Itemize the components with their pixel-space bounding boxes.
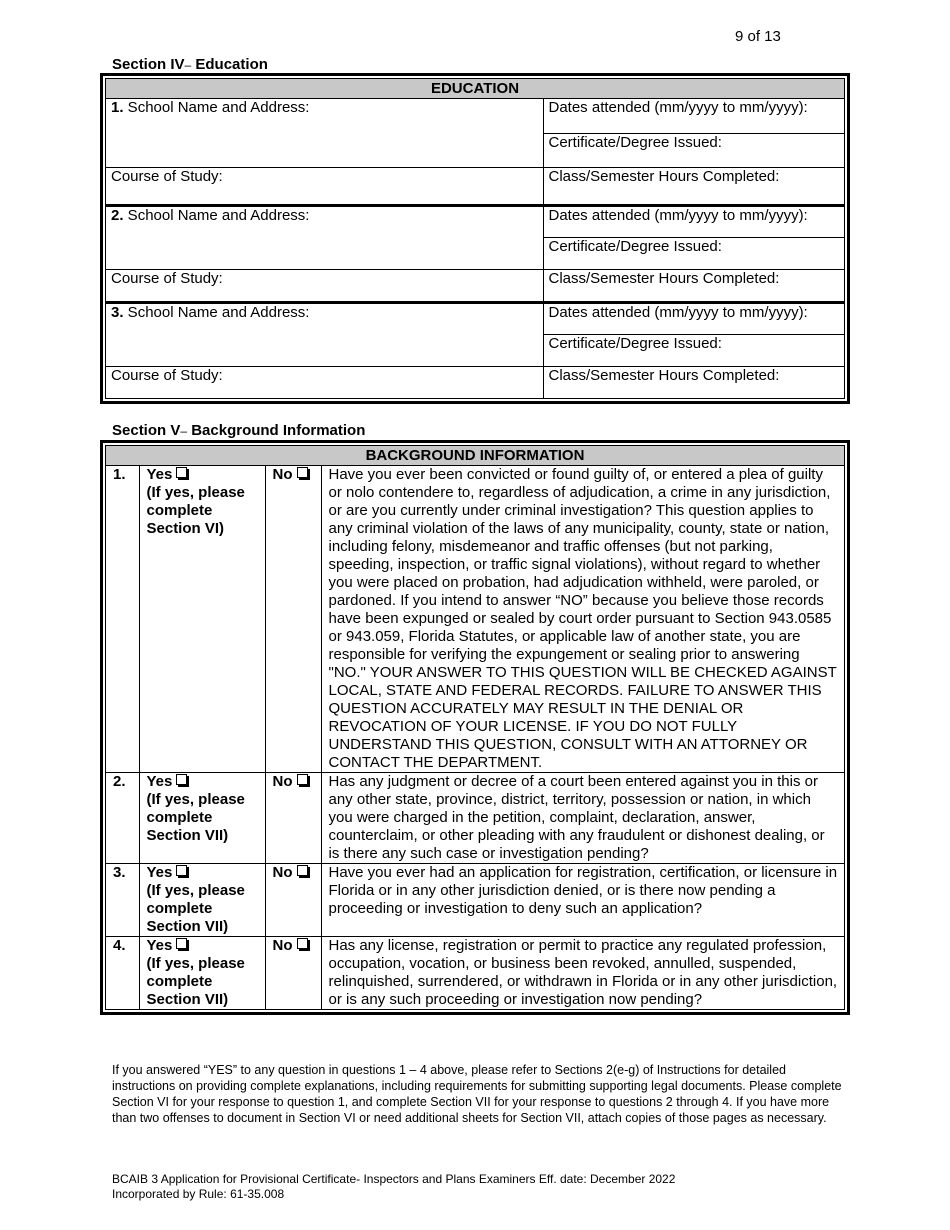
question-4-row bbox=[106, 937, 844, 1010]
form-footer bbox=[112, 1172, 675, 1202]
question-3-yes-note: (If yes, please complete Section VII) bbox=[146, 882, 245, 935]
section-v-heading-prefix: Section V bbox=[112, 422, 181, 439]
question-2-text: Has any judgment or decree of a court been entered against you in this or any other state, province, district, territory, possession or nation, in which you were charged in the petition, complaint, declaration, answer, counterclaim, or other pleading with any fraudulent or dishonest dealing, or is there any such case or investigation pending? bbox=[321, 773, 844, 864]
school-2-course-label: Course of Study: bbox=[111, 269, 223, 287]
question-2-no-cell bbox=[265, 773, 321, 864]
school-2-cert-field[interactable] bbox=[543, 237, 844, 269]
school-2-name-field[interactable] bbox=[106, 205, 543, 269]
question-2-no-checkbox[interactable] bbox=[297, 774, 308, 785]
question-4-yes-cell bbox=[139, 937, 265, 1010]
school-3-cert-field[interactable] bbox=[543, 334, 844, 366]
question-2-yes-note: (If yes, please complete Section VII) bbox=[146, 791, 245, 844]
question-3-yes-cell bbox=[139, 864, 265, 937]
school-1-name-field[interactable] bbox=[106, 99, 543, 167]
question-4-yes-note: (If yes, please complete Section VII) bbox=[146, 955, 245, 1008]
school-2-course-field[interactable] bbox=[106, 269, 543, 302]
question-1-no-label: No bbox=[272, 466, 293, 483]
school-1-cert-label: Certificate/Degree Issued: bbox=[548, 133, 722, 151]
question-2-yes-cell bbox=[139, 773, 265, 864]
school-1-hours-label: Class/Semester Hours Completed: bbox=[548, 167, 780, 185]
question-4-no-label: No bbox=[272, 937, 293, 954]
question-4-no-cell bbox=[265, 937, 321, 1010]
question-3-text: Have you ever had an application for registration, certification, or licensure in Florida or in any other jurisdiction denied, or is there now pending a proceeding or investigation to deny such an application? bbox=[321, 864, 844, 937]
school-3-name-field[interactable] bbox=[106, 302, 543, 366]
question-4-yes-checkbox[interactable] bbox=[176, 938, 187, 949]
question-3-yes-label: Yes bbox=[146, 864, 173, 881]
question-4-yes-label: Yes bbox=[146, 937, 173, 954]
education-grid bbox=[106, 99, 844, 398]
section-v-heading-suffix: Background Information bbox=[187, 422, 366, 439]
question-1-yes-checkbox[interactable] bbox=[176, 467, 187, 478]
school-3-hours-field[interactable] bbox=[543, 366, 844, 398]
question-1-yes-note: (If yes, please complete Section VI) bbox=[146, 484, 245, 537]
school-3-course-field[interactable] bbox=[106, 366, 543, 398]
section-iv-heading bbox=[112, 56, 268, 73]
school-2-dates-field[interactable] bbox=[543, 205, 844, 237]
question-1-no-cell bbox=[265, 466, 321, 773]
question-3-no-checkbox[interactable] bbox=[297, 865, 308, 876]
question-4-no-checkbox[interactable] bbox=[297, 938, 308, 949]
education-table bbox=[105, 78, 845, 399]
question-4-text: Has any license, registration or permit to practice any regulated profession, occupation, vocation, or business been revoked, annulled, suspended, relinquished, surrendered, or withdrawn in Florida or in any other jurisdiction, or is any such proceeding or investigation now pending? bbox=[321, 937, 844, 1010]
school-2-number: 2. bbox=[111, 206, 124, 224]
school-3-number: 3. bbox=[111, 303, 124, 321]
education-table-frame bbox=[100, 73, 850, 404]
question-3-no-label: No bbox=[272, 864, 293, 881]
section-v-heading bbox=[112, 422, 365, 439]
school-1-course-field[interactable] bbox=[106, 167, 543, 205]
school-1-dates-label: Dates attended (mm/yyyy to mm/yyyy): bbox=[548, 99, 808, 116]
form-footer-title: BCAIB 3 Application for Provisional Certificate- Inspectors and Plans Examiners Eff. date: December 2022 bbox=[112, 1172, 676, 1186]
question-2-number: 2. bbox=[106, 773, 139, 864]
school-2-cert-label: Certificate/Degree Issued: bbox=[548, 237, 722, 255]
question-2-row bbox=[106, 773, 844, 864]
background-grid bbox=[106, 466, 844, 1009]
school-3-row-c bbox=[106, 366, 844, 398]
question-1-number: 1. bbox=[106, 466, 139, 773]
question-1-row bbox=[106, 466, 844, 773]
question-2-no-label: No bbox=[272, 773, 293, 790]
section-iv-heading-suffix: Education bbox=[191, 56, 268, 73]
education-table-title: EDUCATION bbox=[106, 79, 844, 99]
question-1-text: Have you ever been convicted or found guilty of, or entered a plea of guilty or nolo contendere to, regardless of adjudication, a crime in any jurisdiction, or are you currently under criminal investigation? This question applies to any criminal violation of the laws of any municipality, county, state or nation, including felony, misdemeanor and traffic offenses (but not parking, speeding, inspection, or traffic signal violations), without regard to whether you were placed on probation, had adjudication withheld, were paroled, or pardoned. If you intend to answer “NO” because you believe those records have been expunged or sealed by court order pursuant to Section 943.0585 or 943.059, Florida Statutes, or applicable law of another state, you are responsible for verifying the expungement or sealing prior to answering "NO." YOUR ANSWER TO THIS QUESTION WILL BE CHECKED AGAINST LOCAL, STATE AND FEDERAL RECORDS. FAILURE TO ANSWER THIS QUESTION ACCURATELY MAY RESULT IN THE DENIAL OR REVOCATION OF YOUR LICENSE. IF YOU DO NOT FULLY UNDERSTAND THIS QUESTION, CONSULT WITH AN ATTORNEY OR CONTACT THE DEPARTMENT. bbox=[321, 466, 844, 773]
school-1-cert-field[interactable] bbox=[543, 133, 844, 167]
section-v-heading-dash: – bbox=[180, 424, 188, 438]
background-table-frame bbox=[100, 440, 850, 1015]
school-3-cert-label: Certificate/Degree Issued: bbox=[548, 334, 722, 352]
question-3-no-cell bbox=[265, 864, 321, 937]
page-number: 9 of 13 bbox=[735, 28, 781, 45]
background-table bbox=[105, 445, 845, 1010]
question-1-yes-label: Yes bbox=[146, 466, 173, 483]
question-3-yes-checkbox[interactable] bbox=[176, 865, 187, 876]
school-2-dates-label: Dates attended (mm/yyyy to mm/yyyy): bbox=[548, 206, 808, 224]
school-1-row-a bbox=[106, 99, 844, 133]
form-footer-rule: Incorporated by Rule: 61-35.008 bbox=[112, 1187, 285, 1201]
question-1-no-checkbox[interactable] bbox=[297, 467, 308, 478]
section-iv-heading-dash: – bbox=[184, 58, 192, 72]
school-2-row-c bbox=[106, 269, 844, 302]
school-1-course-label: Course of Study: bbox=[111, 167, 223, 185]
question-4-number: 4. bbox=[106, 937, 139, 1010]
question-3-row bbox=[106, 864, 844, 937]
school-3-name-label: School Name and Address: bbox=[123, 303, 310, 321]
school-2-row-a bbox=[106, 205, 844, 237]
question-2-yes-checkbox[interactable] bbox=[176, 774, 187, 785]
instructions-paragraph: If you answered “YES” to any question in questions 1 – 4 above, please refer to Sections 2(e-g) of Instructions for detailed instructions on providing complete explanations, including requirements for submitting supporting legal documents. Please complete Section VI for your response to question 1, and complete Section VII for your response to questions 2 through 4. If you have more than two offenses to document in Section VI or need additional sheets for Section VII, attach copies of those pages as necessary. bbox=[112, 1063, 842, 1125]
background-table-title: BACKGROUND INFORMATION bbox=[106, 446, 844, 466]
school-1-number: 1. bbox=[111, 99, 124, 116]
school-1-name-label: School Name and Address: bbox=[123, 99, 310, 116]
question-1-yes-cell bbox=[139, 466, 265, 773]
school-1-row-c bbox=[106, 167, 844, 205]
school-2-name-label: School Name and Address: bbox=[123, 206, 310, 224]
question-2-yes-label: Yes bbox=[146, 773, 173, 790]
school-3-row-a bbox=[106, 302, 844, 334]
school-2-hours-label: Class/Semester Hours Completed: bbox=[548, 269, 780, 287]
school-1-dates-field[interactable] bbox=[543, 99, 844, 133]
school-3-dates-label: Dates attended (mm/yyyy to mm/yyyy): bbox=[548, 303, 808, 321]
section-iv-heading-prefix: Section IV bbox=[112, 56, 185, 73]
school-3-hours-label: Class/Semester Hours Completed: bbox=[548, 366, 780, 384]
school-2-hours-field[interactable] bbox=[543, 269, 844, 302]
question-3-number: 3. bbox=[106, 864, 139, 937]
school-3-dates-field[interactable] bbox=[543, 302, 844, 334]
school-3-course-label: Course of Study: bbox=[111, 366, 223, 384]
school-1-hours-field[interactable] bbox=[543, 167, 844, 205]
